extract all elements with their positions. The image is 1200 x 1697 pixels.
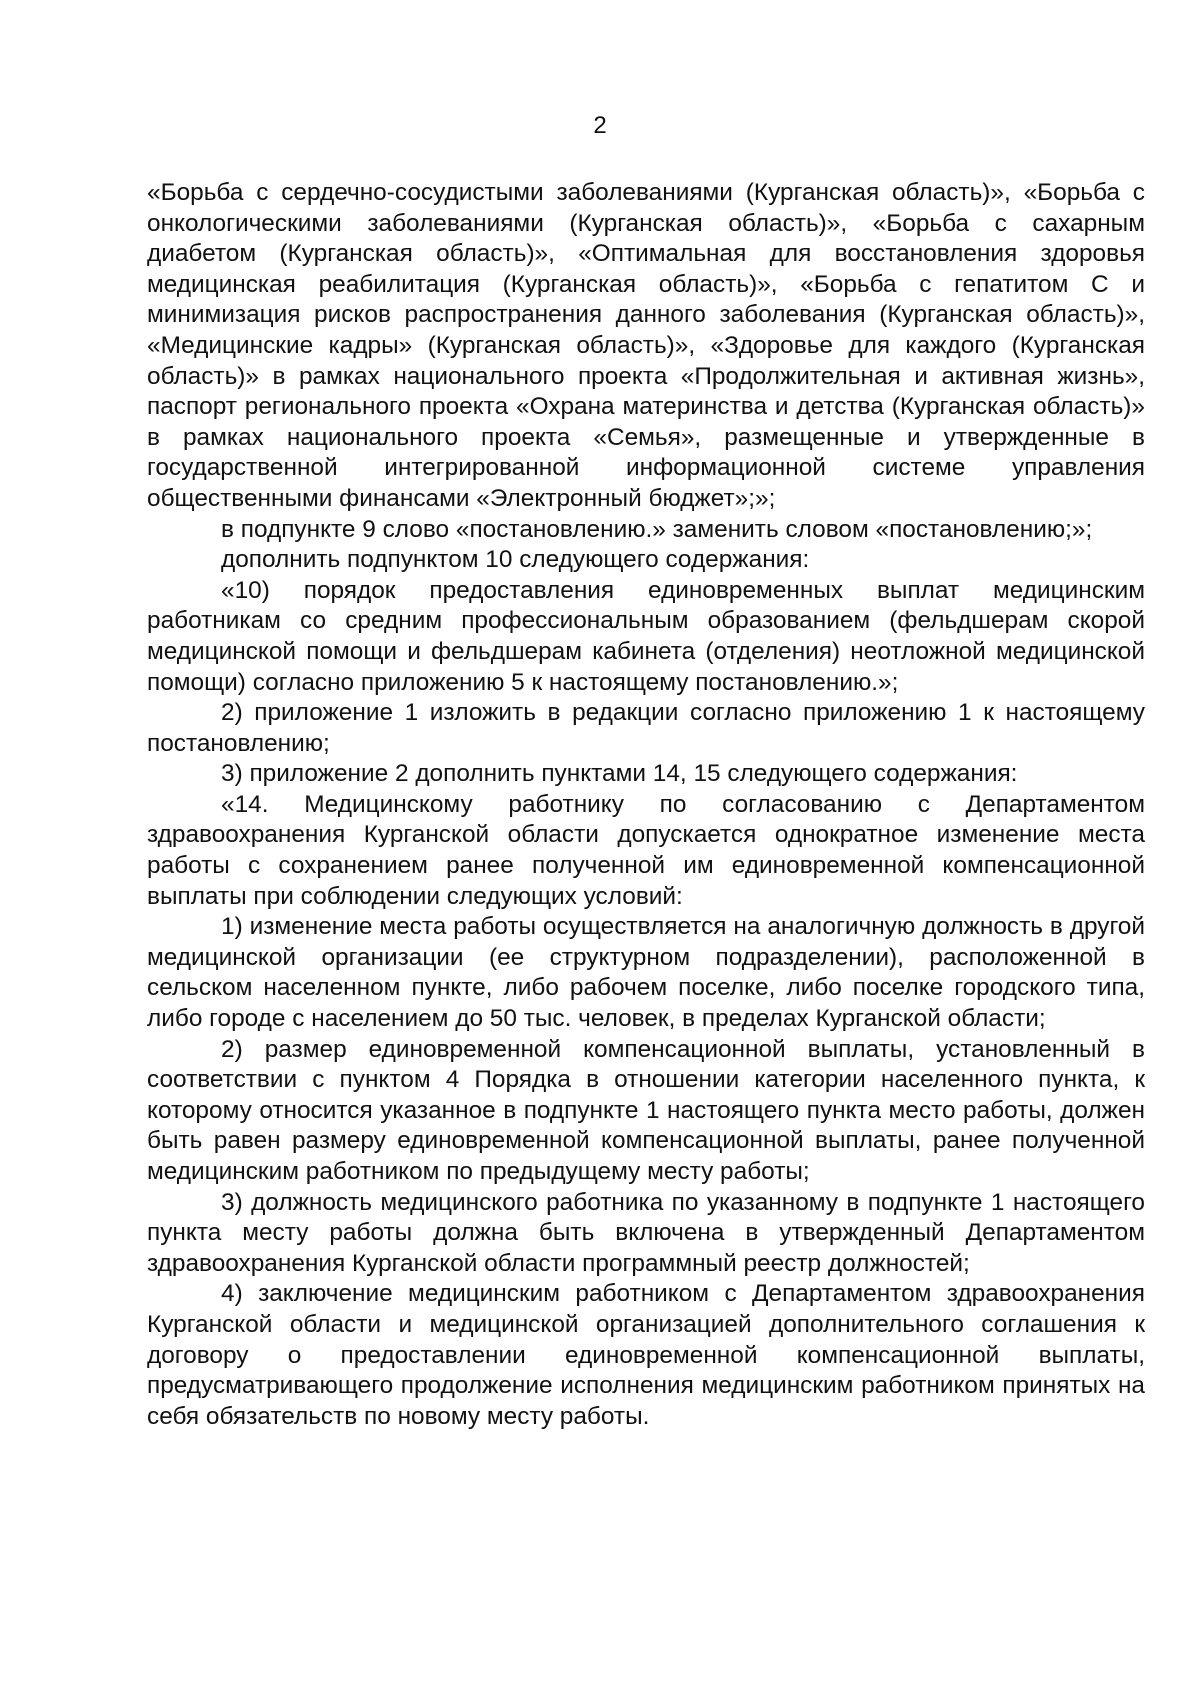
paragraph-condition-3: 3) должность медицинского работника по указанному в подпункте 1 настоящего пункта месту работы должна быть включена в утвержденный Департаментом здравоохранения Курганской области программный реестр должностей; — [147, 1188, 1145, 1277]
paragraph-appendix-1-amendment: 2) приложение 1 изложить в редакции согласно приложению 1 к настоящему постановлению; — [147, 699, 1145, 757]
paragraph-item-14-intro: «14. Медицинскому работнику по согласованию с Департаментом здравоохранения Курганской области допускается однократное изменение места работы с сохранением ранее полученной им единовременной компенсационной выплаты при соблюдении следующих условий: — [147, 790, 1145, 910]
paragraph-condition-4: 4) заключение медицинским работником с Департаментом здравоохранения Курганской области и медицинской организацией дополнительного соглашения к договору о предоставлении единовременной компенсационной выплаты, предусматривающего продолжение исполнения медицинским работником принятых на себя обязательств по новому месту работы. — [147, 1280, 1145, 1430]
paragraph-appendix-2-amendment: 3) приложение 2 дополнить пунктами 14, 15 следующего содержания: — [221, 760, 1018, 788]
page-number: 2 — [593, 112, 607, 139]
paragraph-condition-1: 1) изменение места работы осуществляется на аналогичную должность в другой медицинской организации (ее структурном подразделении), расположенной в сельском населенном пункте, либо рабочем поселке, либо поселке городского типа, либо городе с населением до 50 тыс. человек, в пределах Курганской области; — [147, 913, 1145, 1033]
paragraph-subitem-9-amendment: в подпункте 9 слово «постановлению.» заменить словом «постановлению;»; — [221, 515, 1093, 543]
paragraph-add-subitem-10: дополнить подпунктом 10 следующего содержания: — [221, 546, 810, 574]
paragraph-condition-2: 2) размер единовременной компенсационной выплаты, установленный в соответствии с пунктом 4 Порядка в отношении категории населенного пункта, к которому относится указанное в подпункте 1 настоящего пункта место работы, должен быть равен размеру единовременной компенсационной выплаты, ранее полученной медицинским работником по предыдущему месту работы; — [147, 1035, 1145, 1185]
document-body — [147, 178, 1145, 1432]
paragraph-subitem-10-text: «10) порядок предоставления единовременных выплат медицинским работникам со средним профессиональным образованием (фельдшерам скорой медицинской помощи и фельдшерам кабинета (отделения) неотложной медицинской помощи) согласно приложению 5 к настоящему постановлению.»; — [147, 576, 1145, 696]
paragraph-regional-projects-list: «Борьба с сердечно-сосудистыми заболеваниями (Курганская область)», «Борьба с онкологическими заболеваниями (Курганская область)», «Борьба с сахарным диабетом (Курганская область)», «Оптимальная для восстановления здоровья медицинская реабилитация (Курганская область)», «Борьба с гепатитом С и минимизация рисков распространения данного заболевания (Курганская область)», «Медицинские кадры» (Курганская область)», «Здоровье для каждого (Курганская область)» в рамках национального проекта «Продолжительная и активная жизнь», паспорт регионального проекта «Охрана материнства и детства (Курганская область)» в рамках национального проекта «Семья», размещенные и утвержденные в государственной интегрированной информационной системе управления общественными финансами «Электронный бюджет»;»; — [147, 179, 1145, 512]
